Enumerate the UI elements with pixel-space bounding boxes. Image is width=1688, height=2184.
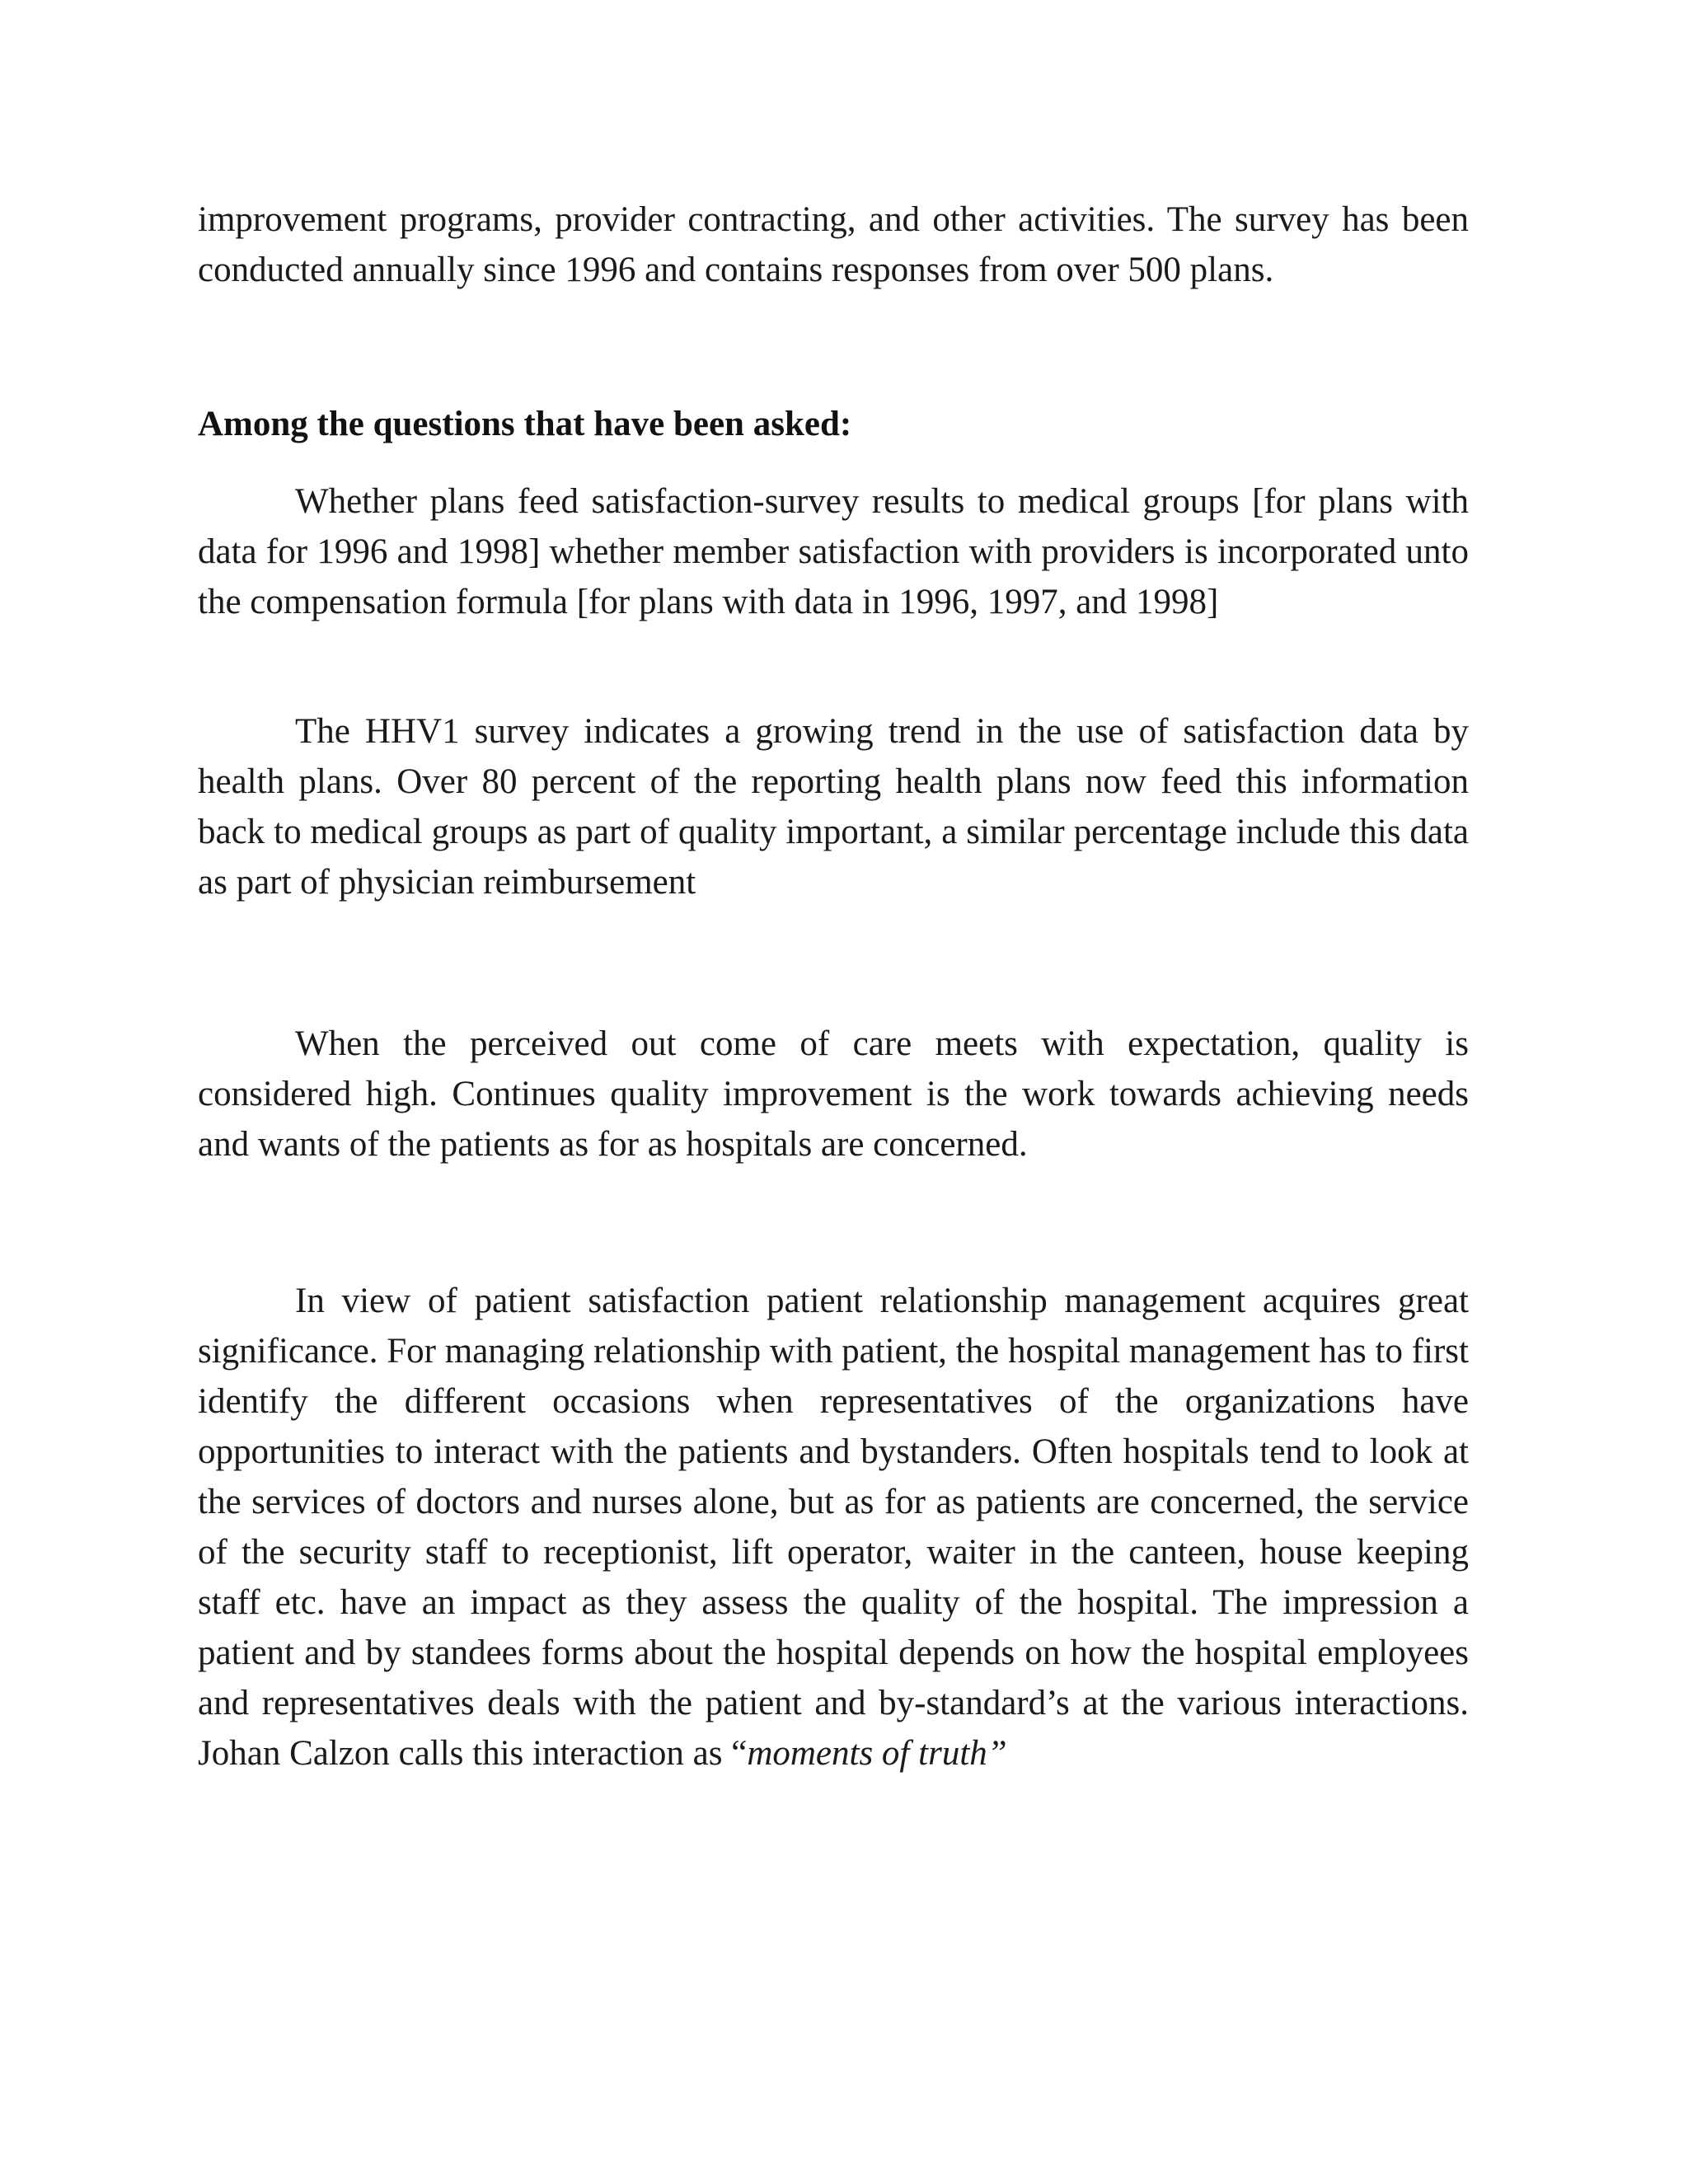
intro-paragraph: improvement programs, provider contracting, and other activities. The survey has been conducted annually since 1996 and contains responses from over 500 plans. xyxy=(198,200,1469,289)
relationship-paragraph-text: In view of patient satisfaction patient relationship management acquires great significance. For managing relationship with patient, the hospital management has to first identify the different occasions when representatives of the organizations have opportunities to interact with the patients and bystanders. Often hospitals tend to look at the services of doctors and nurses alone, but as for as patients are concerned, the service of the security staff to receptionist, lift operator, waiter in the canteen, house keeping staff etc. have an impact as they assess the quality of the hospital. The impression a patient and by standees forms about the hospital depends on how the hospital employees and representatives deals with the patient and by-standard’s at the various interactions. Johan Calzon calls this interaction as “ xyxy=(198,1282,1469,1773)
outcome-paragraph: When the perceived out come of care meets with expectation, quality is considered high. Continues quality improvement is the work towards achieving needs and wants of the patients as for as hospitals are concerned. xyxy=(198,1024,1469,1164)
hhv1-paragraph: The HHV1 survey indicates a growing trend in the use of satisfaction data by health plans. Over 80 percent of the reporting health plans now feed this information back to medical groups as part of quality important, a similar percentage include this data as part of physician reimbursement xyxy=(198,712,1469,902)
section-heading: Among the questions that have been asked: xyxy=(198,405,852,443)
moments-of-truth-emphasis: moments of truth” xyxy=(747,1734,1007,1773)
questions-paragraph: Whether plans feed satisfaction-survey results to medical groups [for plans with data for 1996 and 1998] whether member satisfaction with providers is incorporated unto the compensation formula [for plans with data in 1996, 1997, and 1998] xyxy=(198,482,1469,621)
relationship-paragraph xyxy=(198,1276,1469,1779)
